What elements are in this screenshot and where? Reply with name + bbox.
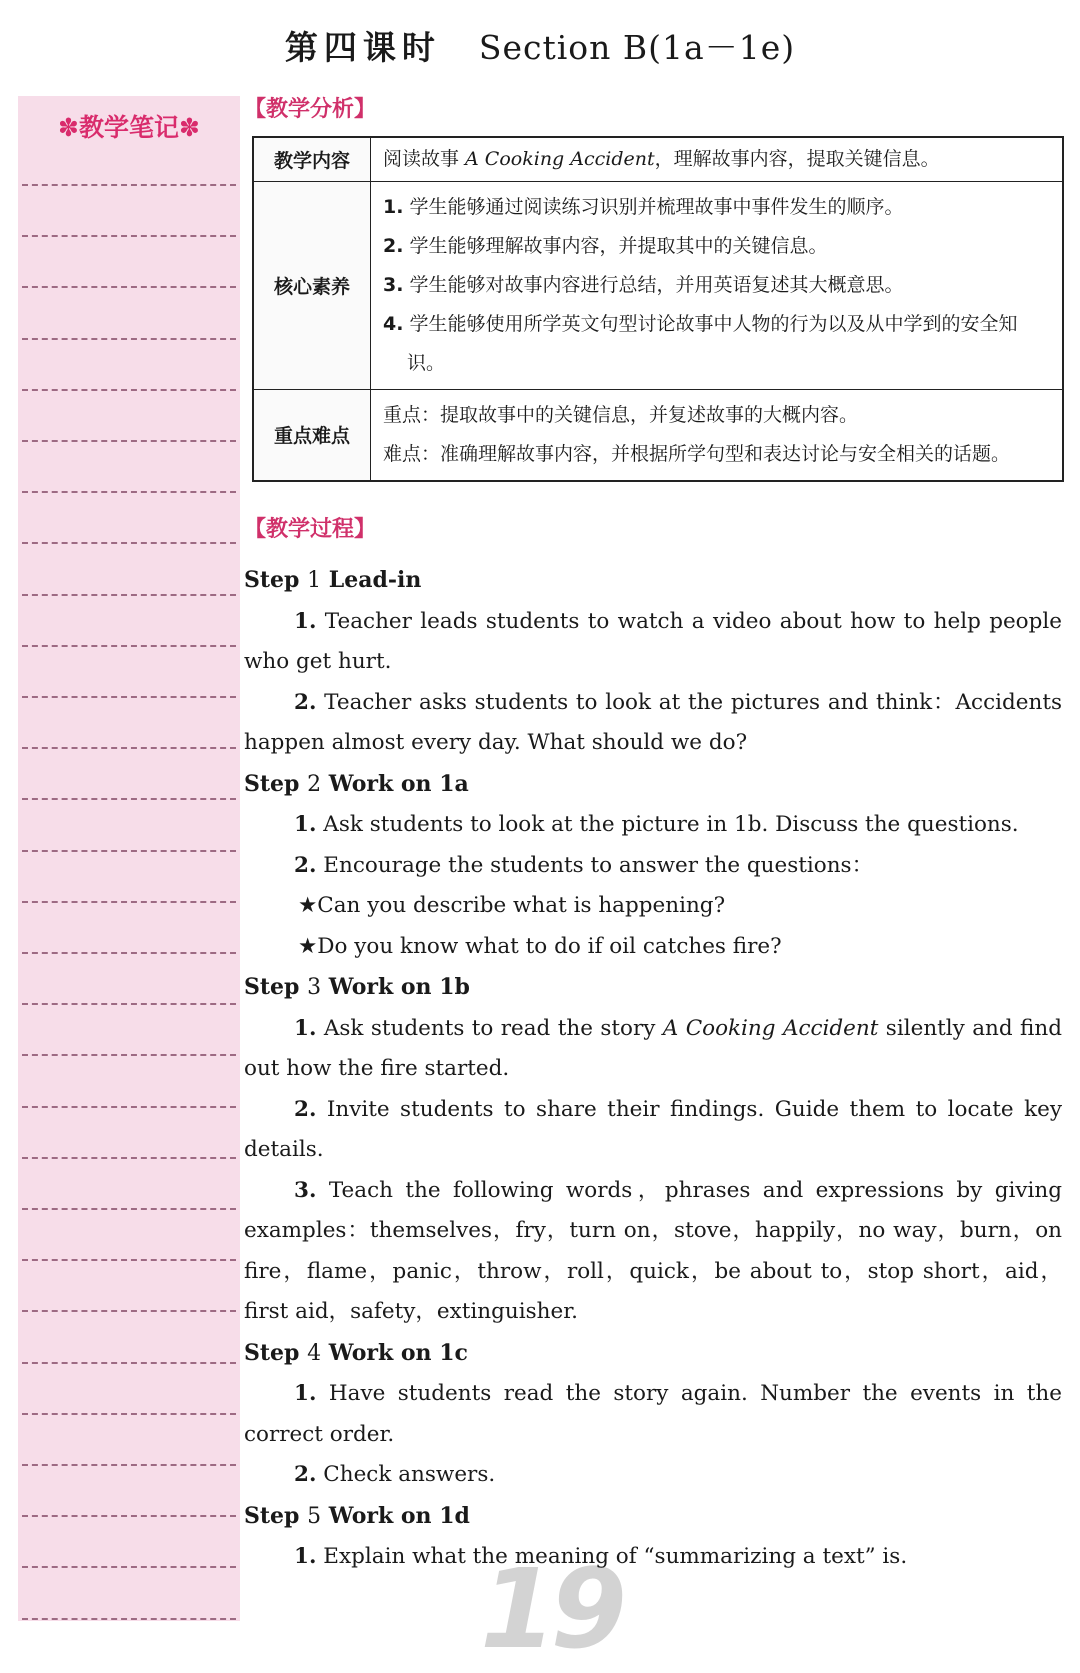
- note-line: [22, 696, 236, 698]
- analysis-table: [252, 136, 1064, 482]
- item-number: 1.: [383, 195, 404, 218]
- note-line: [22, 1208, 236, 1210]
- note-line: [22, 542, 236, 544]
- note-line: [22, 1054, 236, 1056]
- lesson-label: 第四课时: [284, 28, 441, 67]
- content-text: ，理解故事内容，提取关键信息。: [654, 148, 940, 171]
- note-line: [22, 1515, 236, 1517]
- difficult-point: 难点：准确理解故事内容，并根据所学句型和表达讨论与安全相关的话题。: [383, 442, 1011, 465]
- item-text: 学生能够使用所学英文句型讨论故事中人物的行为以及从中学到的安全知识。: [407, 312, 1018, 374]
- paragraph: 2. Invite students to share their findings. Guide them to locate key details.: [244, 1096, 1062, 1162]
- paragraph: 2. Encourage the students to answer the questions：: [294, 852, 874, 878]
- page-number: 19: [480, 1545, 622, 1673]
- step-heading: Step 1 Lead-in: [244, 567, 422, 593]
- note-line: [22, 440, 236, 442]
- table-row: [253, 181, 1063, 389]
- list-item: [383, 227, 1050, 266]
- list-item: [383, 266, 1050, 305]
- list-item: [383, 305, 1050, 383]
- paragraph: 1. Teacher leads students to watch a video about how to help people who get hurt.: [244, 608, 1062, 674]
- item-text: 学生能够对故事内容进行总结，并用英语复述其大概意思。: [409, 273, 904, 296]
- paragraph: 1. Have students read the story again. Number the events in the correct order.: [244, 1381, 1062, 1447]
- note-line: [22, 1566, 236, 1568]
- paragraph: 1. Ask students to read the story A Cooking Accident silently and find out how the fire started.: [244, 1015, 1062, 1081]
- question-item: ★Do you know what to do if oil catches fire?: [298, 933, 782, 959]
- note-line: [22, 1310, 236, 1312]
- item-text: 学生能够理解故事内容，并提取其中的关键信息。: [409, 234, 828, 257]
- step-heading: Step 3 Work on 1b: [244, 974, 470, 1000]
- teaching-process: [244, 560, 1062, 1578]
- note-line: [22, 952, 236, 954]
- paragraph: 1. Explain what the meaning of “summarizing a text” is.: [294, 1544, 908, 1569]
- note-line: [22, 184, 236, 186]
- item-number: 4.: [383, 312, 404, 335]
- note-line: [22, 286, 236, 288]
- note-line: [22, 1259, 236, 1261]
- note-line: [22, 1157, 236, 1159]
- question-item: ★Can you describe what is happening?: [298, 893, 726, 918]
- note-line: [22, 235, 236, 237]
- process-heading: 【教学过程】: [244, 517, 377, 542]
- notes-sidebar-title: ✽教学笔记✽: [58, 113, 200, 142]
- row-label: 重点难点: [253, 389, 371, 481]
- row-label: 教学内容: [253, 137, 371, 181]
- story-title: A Cooking Accident: [465, 148, 655, 171]
- note-line: [22, 389, 236, 391]
- note-line: [22, 1362, 236, 1364]
- note-line: [22, 747, 236, 749]
- note-line: [22, 594, 236, 596]
- section-label: Section B(1a－1e): [478, 28, 796, 67]
- paragraph: 1. Ask students to look at the picture in 1b. Discuss the questions.: [294, 812, 1019, 837]
- note-line: [22, 1106, 236, 1108]
- item-text: 学生能够通过阅读练习识别并梳理故事中事件发生的顺序。: [409, 195, 904, 218]
- note-line: [22, 1464, 236, 1466]
- key-point: 重点：提取故事中的关键信息，并复述故事的大概内容。: [383, 403, 859, 426]
- note-line: [22, 1413, 236, 1415]
- note-line: [22, 850, 236, 852]
- note-line: [22, 798, 236, 800]
- note-line: [22, 901, 236, 903]
- note-line: [22, 338, 236, 340]
- page-title: [0, 22, 1080, 69]
- row-content: [371, 389, 1064, 481]
- paragraph: 2. Teacher asks students to look at the pictures and think：Accidents happen almost every day. What should we do?: [244, 689, 1062, 755]
- note-line: [22, 1003, 236, 1005]
- row-label: 核心素养: [253, 181, 371, 389]
- item-number: 3.: [383, 273, 404, 296]
- paragraph: 2. Check answers.: [294, 1462, 496, 1487]
- step-heading: Step 4 Work on 1c: [244, 1339, 468, 1366]
- list-item: [383, 188, 1050, 227]
- table-row: [253, 137, 1063, 181]
- notes-sidebar: [18, 96, 240, 1621]
- content-text: 阅读故事: [383, 148, 466, 171]
- row-content: [371, 181, 1064, 389]
- analysis-heading: 【教学分析】: [244, 97, 377, 122]
- step-heading: Step 2 Work on 1a: [244, 770, 469, 797]
- item-number: 2.: [383, 234, 404, 257]
- table-row: [253, 389, 1063, 481]
- row-content: [371, 137, 1064, 181]
- paragraph: 3. Teach the following words，phrases and expressions by giving examples：themselves，fry，turn on，stove，happily，no way，burn，on fire，flame，panic，throw，roll，quick，be about to，stop short，aid，first aid，safety，extinguisher.: [244, 1177, 1062, 1324]
- step-heading: Step 5 Work on 1d: [244, 1502, 470, 1529]
- note-line: [22, 491, 236, 493]
- note-line: [22, 1618, 236, 1620]
- note-line: [22, 645, 236, 647]
